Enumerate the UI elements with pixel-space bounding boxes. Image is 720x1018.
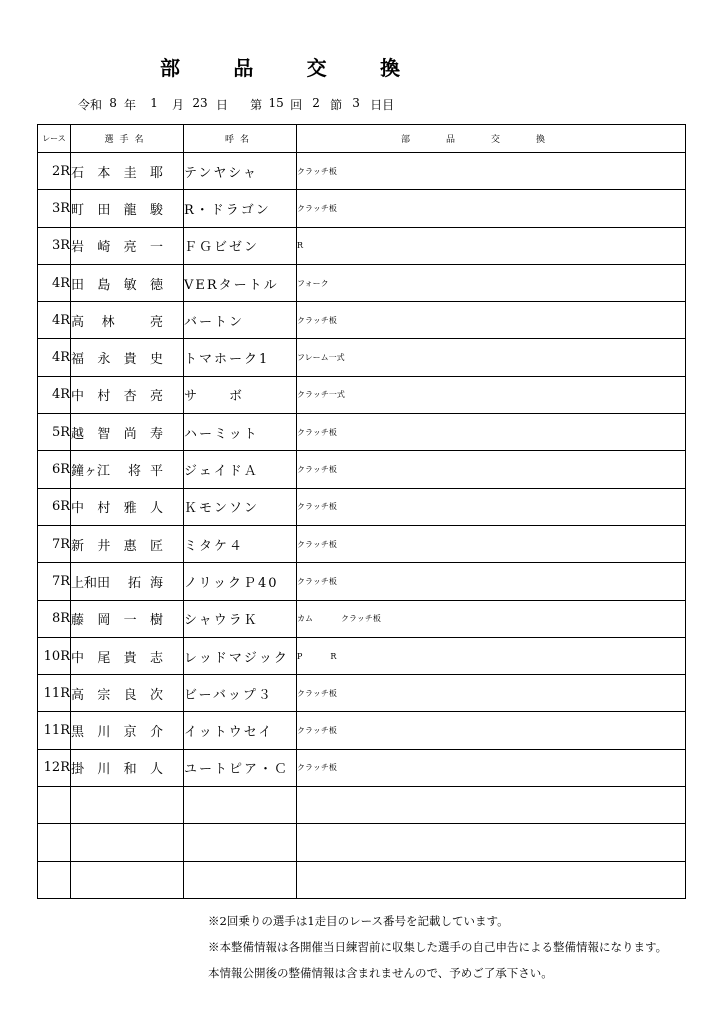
player-name-part: 一 — [123, 613, 137, 629]
parts-cell — [297, 525, 686, 562]
race-number: 6R — [38, 451, 71, 488]
parts-cell — [297, 749, 686, 786]
player-name-part: 中 — [71, 650, 85, 666]
parts-cell — [297, 302, 686, 339]
call-name: ジェイドＡ — [184, 451, 297, 488]
nichime-label: 日目 — [370, 98, 395, 112]
parts-item: R — [330, 651, 337, 661]
parts-item: クラッチ一式 — [297, 390, 345, 400]
player-name-part: 亮 — [149, 389, 163, 405]
parts-cell — [297, 414, 686, 451]
empty-row — [38, 787, 686, 824]
player-name-part: 岩 — [71, 240, 85, 256]
call-name: ビーバップ３ — [184, 675, 297, 712]
parts-item: クラッチ板 — [297, 203, 337, 213]
call-name: ミタケ４ — [184, 525, 297, 562]
player-name-part: 田 — [71, 277, 85, 293]
call-name: ノリックＰ40 — [184, 563, 297, 600]
player-name — [71, 190, 184, 227]
empty-row — [38, 861, 686, 898]
parts-cell — [297, 637, 686, 674]
player-name-part: 史 — [149, 352, 163, 368]
parts-item: クラッチ板 — [297, 688, 337, 698]
race-number: 12R — [38, 749, 71, 786]
player-name-part: 中 — [71, 501, 85, 517]
player-name — [71, 488, 184, 525]
player-name-part: 貴 — [123, 650, 137, 666]
player-name — [71, 675, 184, 712]
player-name — [71, 376, 184, 413]
era: 令和 — [78, 98, 103, 112]
page-title — [160, 52, 400, 81]
title-char: 交 — [306, 56, 327, 80]
parts-item: クラッチ板 — [297, 763, 337, 773]
player-name-part: 石 — [71, 165, 85, 181]
parts-cell — [297, 563, 686, 600]
player-name — [71, 600, 184, 637]
empty-cell — [71, 787, 184, 824]
parts-cell — [297, 376, 686, 413]
header-call-name: 呼名 — [184, 125, 297, 153]
empty-cell — [297, 861, 686, 898]
player-name-part: 町 — [71, 202, 85, 218]
player-name-part: 敏 — [123, 277, 137, 293]
player-name-part: 樹 — [149, 613, 163, 629]
player-name-part: 中 — [71, 389, 85, 405]
parts-cell — [297, 227, 686, 264]
parts-cell — [297, 264, 686, 301]
player-name-part: 黒 — [71, 725, 85, 741]
player-name-part: 寿 — [149, 426, 163, 442]
player-name — [71, 339, 184, 376]
parts-cell — [297, 190, 686, 227]
player-name-part: 岡 — [97, 613, 111, 629]
parts-cell — [297, 153, 686, 190]
player-name-part: 将 — [127, 464, 141, 480]
race-number: 4R — [38, 376, 71, 413]
player-name-part: 雅 — [123, 501, 137, 517]
player-name-part: 平 — [149, 464, 163, 480]
parts-cell — [297, 339, 686, 376]
player-name-part: 智 — [97, 426, 111, 442]
header-player: 選手名 — [71, 125, 184, 153]
player-name-part: 人 — [149, 501, 163, 517]
table-row — [38, 339, 686, 376]
player-name-part: 永 — [97, 352, 111, 368]
parts-cell — [297, 712, 686, 749]
parts-item: クラッチ板 — [297, 539, 337, 549]
table-row — [38, 637, 686, 674]
player-name — [71, 153, 184, 190]
player-name-part: 掛 — [71, 762, 85, 778]
header-race: レース — [38, 125, 71, 153]
empty-cell — [38, 787, 71, 824]
player-name — [71, 749, 184, 786]
month-unit: 月 — [172, 98, 185, 112]
parts-cell — [297, 600, 686, 637]
empty-cell — [38, 824, 71, 861]
note-line: ※本整備情報は各開催当日練習前に収集した選手の自己申告による整備情報になります。 — [208, 940, 668, 954]
race-number: 4R — [38, 264, 71, 301]
player-name-part: 駿 — [149, 202, 163, 218]
notes — [208, 908, 667, 986]
player-name-part: 田 — [97, 202, 111, 218]
player-name-part: 良 — [123, 687, 137, 703]
player-name — [71, 637, 184, 674]
player-name-part: 圭 — [123, 165, 137, 181]
empty-cell — [184, 787, 297, 824]
race-number: 6R — [38, 488, 71, 525]
player-name — [71, 264, 184, 301]
parts-item: クラッチ板 — [297, 465, 337, 475]
player-name-part: 宗 — [97, 687, 111, 703]
parts-item: クラッチ板 — [297, 166, 337, 176]
player-name — [71, 712, 184, 749]
player-name-part: 次 — [149, 687, 163, 703]
player-name-part: 亮 — [123, 240, 137, 256]
table-row — [38, 600, 686, 637]
dai-label: 第 — [250, 98, 263, 112]
player-name-part: 村 — [97, 501, 111, 517]
race-number: 3R — [38, 190, 71, 227]
race-number: 4R — [38, 302, 71, 339]
race-number: 3R — [38, 227, 71, 264]
call-name: VERタートル — [184, 264, 297, 301]
player-name-part: 林 — [101, 314, 115, 330]
table-row — [38, 749, 686, 786]
parts-item: クラッチ板 — [297, 726, 337, 736]
note-line: ※2回乗りの選手は1走目のレース番号を記載しています。 — [208, 914, 509, 928]
player-name — [71, 563, 184, 600]
empty-cell — [38, 861, 71, 898]
player-name-part: 京 — [123, 725, 137, 741]
player-name-part: 亮 — [149, 314, 163, 330]
parts-item: カム — [297, 614, 313, 624]
empty-cell — [184, 861, 297, 898]
player-name-part: 志 — [149, 650, 163, 666]
player-name-part: 一 — [149, 240, 163, 256]
parts-item: フォーク — [297, 278, 329, 288]
player-name-part: 惠 — [123, 538, 137, 554]
empty-cell — [71, 861, 184, 898]
player-name-part: 海 — [149, 575, 163, 591]
player-name-part: 尚 — [123, 426, 137, 442]
parts-item: クラッチ板 — [341, 614, 381, 624]
race-number: 11R — [38, 712, 71, 749]
race-number: 7R — [38, 525, 71, 562]
empty-cell — [297, 824, 686, 861]
player-name-part: 貴 — [123, 352, 137, 368]
year-value: 8 — [109, 96, 117, 110]
table-row — [38, 227, 686, 264]
race-number: 2R — [38, 153, 71, 190]
player-name-part: 耶 — [149, 165, 163, 181]
kai-number: 15 — [268, 96, 284, 110]
nichime-number: 3 — [352, 96, 360, 110]
race-number: 4R — [38, 339, 71, 376]
player-name-part: 越 — [71, 426, 85, 442]
player-name-part: 尾 — [97, 650, 111, 666]
parts-cell — [297, 451, 686, 488]
player-name-part: 川 — [97, 725, 111, 741]
kai-label: 回 — [290, 98, 303, 112]
parts-cell — [297, 488, 686, 525]
player-name-part: 村 — [97, 389, 111, 405]
table-row — [38, 264, 686, 301]
player-name-part: 上和田 — [71, 575, 111, 591]
player-name-part: 藤 — [71, 613, 85, 629]
player-name — [71, 451, 184, 488]
table-row — [38, 376, 686, 413]
table-row — [38, 451, 686, 488]
parts-item: R — [297, 241, 304, 251]
call-name: トマホーク1 — [184, 339, 297, 376]
player-name-part: 鐘ヶ江 — [71, 464, 111, 480]
table-row — [38, 302, 686, 339]
setsu-label: 節 — [330, 98, 343, 112]
player-name — [71, 414, 184, 451]
parts-cell — [297, 675, 686, 712]
race-number: 5R — [38, 414, 71, 451]
race-number: 11R — [38, 675, 71, 712]
title-char: 品 — [233, 56, 254, 80]
player-name-part: 井 — [97, 538, 111, 554]
player-name-part: 島 — [97, 277, 111, 293]
player-name-part: 匠 — [149, 538, 163, 554]
day-value: 23 — [192, 96, 208, 110]
parts-item: クラッチ板 — [297, 315, 337, 325]
race-number: 8R — [38, 600, 71, 637]
date-line — [78, 96, 394, 113]
day-unit: 日 — [216, 98, 229, 112]
call-name: イットウセイ — [184, 712, 297, 749]
player-name-part: 高 — [71, 687, 85, 703]
table-row — [38, 675, 686, 712]
player-name-part: 本 — [97, 165, 111, 181]
table-row — [38, 153, 686, 190]
player-name-part: 龍 — [123, 202, 137, 218]
table-row — [38, 563, 686, 600]
player-name — [71, 302, 184, 339]
title-char: 部 — [160, 56, 180, 80]
table-row — [38, 414, 686, 451]
player-name-part: 介 — [149, 725, 163, 741]
player-name-part: 福 — [71, 352, 85, 368]
call-name: シャウラＫ — [184, 600, 297, 637]
call-name: バートン — [184, 302, 297, 339]
player-name-part: 崎 — [97, 240, 111, 256]
call-name: サ ボ — [184, 376, 297, 413]
player-name-part: 人 — [149, 762, 163, 778]
header-parts: 部品交換 — [297, 125, 686, 153]
empty-cell — [297, 787, 686, 824]
table-row — [38, 190, 686, 227]
empty-cell — [184, 824, 297, 861]
year-unit: 年 — [124, 98, 137, 112]
table-row — [38, 525, 686, 562]
player-name-part: 川 — [97, 762, 111, 778]
call-name: Ｋモンソン — [184, 488, 297, 525]
call-name: ＦＧビゼン — [184, 227, 297, 264]
player-name-part: 拓 — [127, 575, 141, 591]
player-name-part: 新 — [71, 538, 85, 554]
parts-exchange-table — [37, 124, 686, 899]
race-number: 7R — [38, 563, 71, 600]
note-line: 本情報公開後の整備情報は含まれませんので、予めご了承下さい。 — [208, 966, 553, 980]
call-name: ハーミット — [184, 414, 297, 451]
empty-row — [38, 824, 686, 861]
setsu-number: 2 — [312, 96, 320, 110]
parts-item: クラッチ板 — [297, 576, 337, 586]
table-header-row — [38, 125, 686, 153]
parts-item: クラッチ板 — [297, 502, 337, 512]
month-value: 1 — [150, 96, 158, 110]
parts-item: P — [297, 651, 303, 661]
player-name-part: 高 — [71, 314, 85, 330]
race-number: 10R — [38, 637, 71, 674]
player-name-part: 和 — [123, 762, 137, 778]
call-name: ユートピア・Ｃ — [184, 749, 297, 786]
table-row — [38, 712, 686, 749]
player-name-part: 徳 — [149, 277, 163, 293]
call-name: R・ドラゴン — [184, 190, 297, 227]
call-name: テンヤシャ — [184, 153, 297, 190]
player-name — [71, 227, 184, 264]
player-name — [71, 525, 184, 562]
player-name-part: 杏 — [123, 389, 137, 405]
parts-item: クラッチ板 — [297, 427, 337, 437]
call-name: レッドマジック — [184, 637, 297, 674]
parts-item: フレーム一式 — [297, 353, 345, 363]
table-row — [38, 488, 686, 525]
empty-cell — [71, 824, 184, 861]
title-char: 換 — [379, 56, 400, 80]
